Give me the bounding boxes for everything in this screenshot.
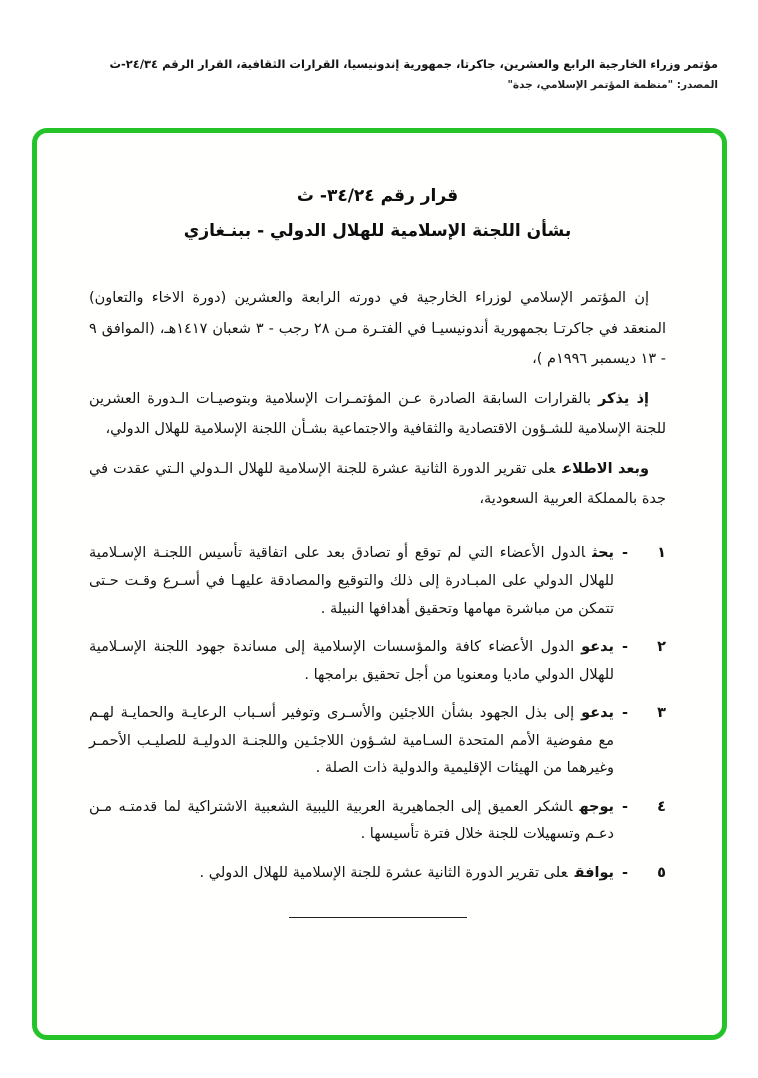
item-body: الشكر العميق إلى الجماهيرية العربية الليبية الشعبية الاشتراكية لما قدمتـه مـن دعـم وتسهيلات للجنة خلال فترة تأسيسها . xyxy=(89,798,614,843)
item-number: ٥ xyxy=(657,864,666,881)
paragraph-lead: وبعد الاطلاع xyxy=(562,460,649,477)
resolution-frame xyxy=(32,128,727,1040)
item-number: ٣ xyxy=(657,705,666,722)
item-lead: يوجه xyxy=(579,798,614,815)
document-source-line: المصدر: "منظمة المؤتمر الإسلامي، جدة" xyxy=(507,79,718,92)
resolution-body xyxy=(89,283,666,918)
item-number: ٢ xyxy=(657,639,666,656)
item-body: الدول الأعضاء كافة والمؤسسات الإسلامية إلى مساندة جهود اللجنة الإسـلامية للهلال الدولي ماديا ومعنويا من أجل تحقيق برامجها . xyxy=(89,639,614,683)
item-dash: - xyxy=(622,798,629,815)
item-body: الدول الأعضاء التي لم توقع أو تصادق بعد على اتفاقية تأسيس اللجنـة الإسـلامية للهلال الدولي على المبـادرة إلى ذلك والتوقيع والمصادقة عليهـا في أسـرع وقـت حـتى تتمكن من مباشرة مهامها وتحقيق أهدافها النبيلة . xyxy=(89,545,614,617)
item-text xyxy=(89,540,614,623)
item-dash: - xyxy=(622,545,629,562)
item-text xyxy=(89,634,614,689)
item-marker xyxy=(622,700,666,783)
page-header xyxy=(40,56,718,91)
item-lead: يوافق xyxy=(574,864,614,881)
resolution-subject-title: بشأن اللجنة الإسلامية للهلال الدولي - ببنـغازي xyxy=(183,221,572,242)
document-reference-line: مؤتمر وزراء الخارجية الرابع والعشرين، جاكرتا، جمهورية إندونيسيا، القرارات الثقافية، القرار الرقم ٢٤/٣٤-ث xyxy=(109,57,718,71)
resolution-items xyxy=(89,540,666,887)
list-item xyxy=(89,634,666,689)
list-item xyxy=(89,794,666,849)
list-item xyxy=(89,540,666,623)
item-dash: - xyxy=(622,639,629,656)
footer-divider xyxy=(289,917,467,918)
item-lead: يدعو xyxy=(581,639,614,656)
list-item xyxy=(89,700,666,783)
item-marker xyxy=(622,634,666,689)
item-number: ١ xyxy=(657,545,666,562)
item-number: ٤ xyxy=(657,798,666,815)
paragraph-text: إن المؤتمر الإسلامي لوزراء الخارجية في دورته الرابعة والعشرين (دورة الاخاء والتعاون) المنعقد في جاكرتـا بجمهورية أندونيسيـا في الفتـرة مـن ٢٨ رجب - ٣ شعبان ١٤١٧هـ، (الموافق ٩ - ١٣ ديسمبر ١٩٩٦م )، xyxy=(89,290,666,368)
item-dash: - xyxy=(622,705,629,722)
item-lead: يدعو xyxy=(581,705,614,722)
paragraph-lead: إذ يذكر xyxy=(598,390,650,407)
item-dash: - xyxy=(622,864,629,881)
item-body: على تقرير الدورة الثانية عشرة للجنة الإسلامية للهلال الدولي . xyxy=(199,864,568,881)
item-lead: يحث xyxy=(592,545,614,562)
resolution-number-title: قرار رقم ٣٤/٢٤- ث xyxy=(296,186,459,207)
report-review-paragraph xyxy=(89,454,666,515)
item-text xyxy=(89,794,614,849)
item-marker xyxy=(622,540,666,623)
item-text xyxy=(89,700,614,783)
paragraph-text: بالقرارات السابقة الصادرة عـن المؤتمـرات الإسلامية وبتوصيـات الـدورة العشرين للجنة الإسلامية للشـؤون الاقتصادية والثقافية والاجتماعية بشـأن اللجنة الإسلامية للهلال الدولي، xyxy=(89,390,666,438)
list-item xyxy=(89,860,666,888)
item-body: إلى بذل الجهود بشأن اللاجئين والأسـرى وتوفير أسـباب الرعايـة والحمايـة لهـم مع مفوضية الأمم المتحدة السـامية لشـؤون اللاجئـين واللجنـة الدوليـة للصليـب الأحمـر وغيرهما من الهيئات الإقليمية والدولية ذات الصلة . xyxy=(89,705,614,777)
paragraph-text: على تقرير الدورة الثانية عشرة للجنة الإسلامية للهلال الـدولي الـتي عقدت في جدة بالمملكة العربية السعودية، xyxy=(89,460,666,507)
item-text xyxy=(89,860,614,888)
preamble-paragraph xyxy=(89,283,666,374)
item-marker xyxy=(622,794,666,849)
item-marker xyxy=(622,860,666,888)
recalling-paragraph xyxy=(89,384,666,445)
